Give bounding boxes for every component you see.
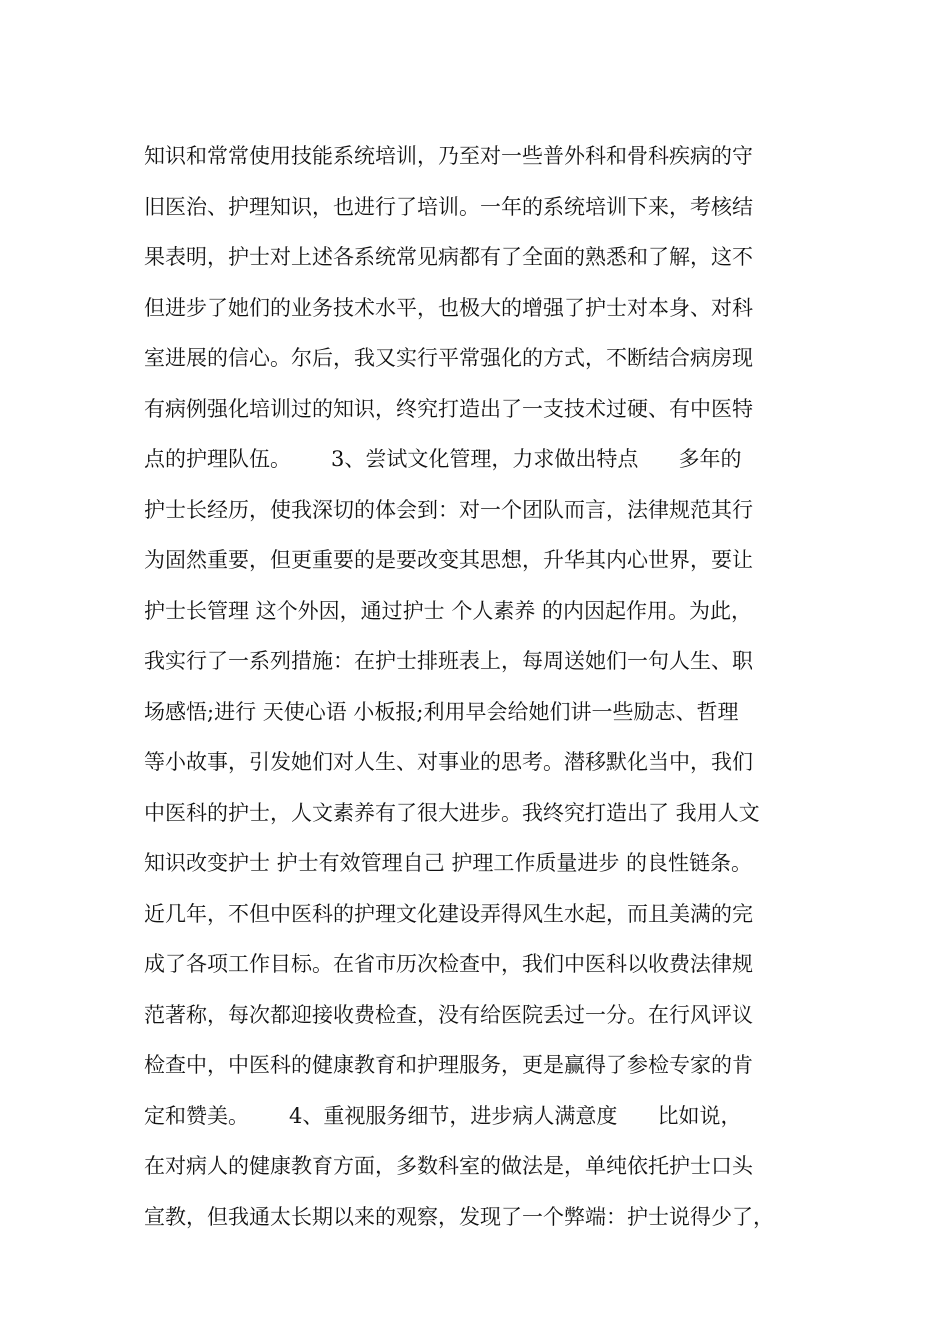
text-line: 但进步了她们的业务技术水平，也极大的增强了护士对本身、对科 [144,295,753,320]
text-line: 知识和常常使用技能系统培训，乃至对一些普外科和骨科疾病的守 [144,144,753,168]
text-line: 室进展的信心。尔后，我又实行平常强化的方式，不断结合病房现 [144,346,753,370]
text-line: 知识改变护士 护士有效管理自己 护理工作质量进步 的良性链条。 [144,851,753,875]
text-line: 近几年，不但中医科的护理文化建设弄得风生水起，而且美满的完 [144,901,753,926]
text-line: 护士长经历，使我深切的体会到：对一个团队而言，法律规范其行 [144,497,753,522]
body-text [144,131,824,1242]
text-line: 成了各项工作目标。在省市历次检查中，我们中医科以收费法律规 [144,952,753,976]
text-line: 在对病人的健康教育方面，多数科室的做法是，单纯依托护士口头 [144,1154,753,1178]
text-line: 场感悟;进行 天使心语 小板报;利用早会给她们讲一些励志、哲理 [144,699,739,724]
text-line: 旧医治、护理知识，也进行了培训。一年的系统培训下来，考核结 [144,194,753,219]
text-line: 我实行了一系列措施：在护士排班表上，每周送她们一句人生、职 [144,649,753,673]
text-line: 检查中，中医科的健康教育和护理服务，更是赢得了参检专家的肯 [144,1053,753,1077]
text-line: 果表明，护士对上述各系统常见病都有了全面的熟悉和了解，这不 [144,245,753,269]
text-line: 等小故事，引发她们对人生、对事业的思考。潜移默化当中，我们 [144,750,753,774]
text-line: 宣教，但我通太长期以来的观察，发现了一个弊端：护士说得少了， [144,1204,774,1229]
text-line: 为固然重要，但更重要的是要改变其思想，升华其内心世界，要让 [144,548,753,572]
text-line: 有病例强化培训过的知识，终究打造出了一支技术过硬、有中医特 [144,396,753,421]
text-line: 中医科的护士，人文素养有了很大进步。我终究打造出了 我用人文 [144,800,760,825]
text-line: 点的护理队伍。 3、尝试文化管理，力求做出特点 多年的 [144,447,742,471]
text-line: 护士长管理 这个外因，通过护士 个人素养 的内因起作用。为此， [144,598,753,623]
text-line: 范著称，每次都迎接收费检查，没有给医院丢过一分。在行风评议 [144,1002,753,1027]
text-line: 定和赞美。 4、重视服务细节，进步病人满意度 比如说， [144,1103,742,1128]
